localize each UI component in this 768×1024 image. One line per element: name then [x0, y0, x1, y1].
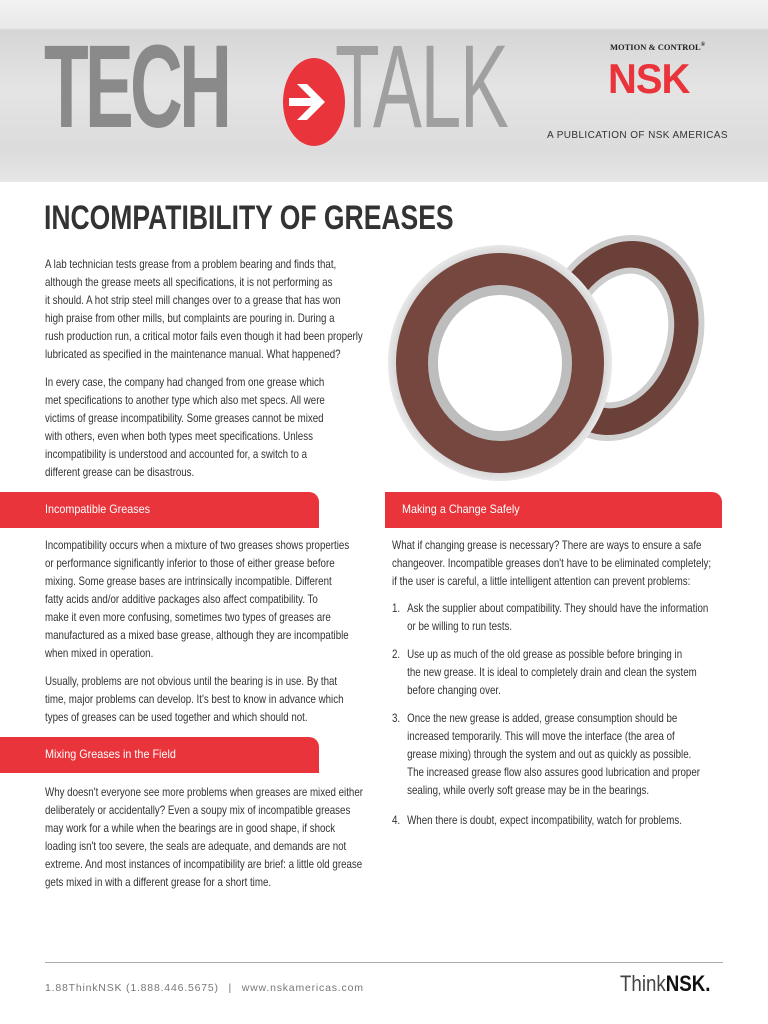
text-line: Use up as much of the old grease as possible before bringing in	[407, 648, 683, 661]
text-line: when mixed in operation.	[45, 647, 154, 660]
list-item	[392, 710, 700, 800]
text-line: extreme. And most instances of incompatibility are brief: a little old grease	[45, 858, 363, 871]
logo-tech: TECH	[44, 21, 229, 153]
text-line: before changing over.	[407, 684, 501, 697]
intro-text	[45, 256, 363, 482]
text-line: gets mixed in with a different grease for a short time.	[45, 876, 272, 889]
bearing-image	[385, 228, 715, 488]
footer-divider	[45, 962, 723, 963]
text-line: sealing, while overly soft grease may be in the bearings.	[407, 784, 650, 797]
logo-talk: TALK	[335, 21, 508, 153]
text-line: with others, even when both types meet specifications. Unless	[45, 430, 313, 443]
text-line: the new grease. It is ideal to completely drain and clean the system	[407, 666, 697, 679]
text-line: it should. A hot strip steel mill changes over to a grease that has won	[45, 294, 341, 307]
text-line: different grease can be disastrous.	[45, 466, 195, 479]
section-header-mixing-greases: Mixing Greases in the Field	[0, 737, 319, 773]
text-line: What if changing grease is necessary? There are ways to ensure a safe	[392, 539, 702, 552]
footer-phone[interactable]: 1.88ThinkNSK (1.888.446.5675)	[45, 982, 219, 994]
footer-contact	[45, 982, 364, 995]
text-line: or be willing to run tests.	[407, 620, 513, 633]
text-line: victims of grease incompatibility. Some greases cannot be mixed	[45, 412, 324, 425]
text-line: increased temporarily. This will move the interface (the area of	[407, 730, 675, 743]
text-line: fatty acids and/or additive packages also affect compatibility. To	[45, 593, 318, 606]
nsk-logo: NSK	[608, 55, 690, 102]
text-line: rush production run, a critical motor fails even though it had been properly	[45, 330, 363, 343]
section-header-making-a-change: Making a Change Safely	[385, 492, 722, 528]
text-line: types of greases can be used together and which should not.	[45, 711, 308, 724]
text-line: high praise from other mills, but complaints are pouring in. During a	[45, 312, 335, 325]
text-line: Usually, problems are not obvious until the bearing is in use. By that	[45, 675, 338, 688]
text-line: Once the new grease is added, grease consumption should be	[407, 712, 678, 725]
list-item	[392, 812, 682, 830]
text-line: The increased grease flow also assures good lubrication and proper	[407, 766, 701, 779]
text-line: Incompatibility occurs when a mixture of two greases shows properties	[45, 539, 350, 552]
text-line: Why doesn't everyone see more problems when greases are mixed either	[45, 786, 363, 799]
text-line: may work for a while when the bearings are in good shape, if shock	[45, 822, 336, 835]
text-line: manufactured as a mixed base grease, although they are incompatible	[45, 629, 349, 642]
text-line: make it even more confusing, sometimes two types of greases are	[45, 611, 331, 624]
text-line: time, major problems can develop. It's best to know in advance which	[45, 693, 344, 706]
text-line: When there is doubt, expect incompatibility, watch for problems.	[407, 814, 682, 827]
section-header-incompatible-greases: Incompatible Greases	[0, 492, 319, 528]
text-line: deliberately or accidentally? Even a soupy mix of incompatible greases	[45, 804, 351, 817]
text-line: met specifications to another type which also met specs. All were	[45, 394, 325, 407]
page-title: INCOMPATIBILITY OF GREASES	[44, 199, 454, 237]
list-item	[392, 646, 697, 700]
publication-line: A PUBLICATION OF NSK AMERICAS	[547, 130, 728, 141]
text-line: lubricated as specified in the maintenance manual. What happened?	[45, 348, 341, 361]
text-line: changeover. Incompatible greases don't have to be eliminated completely;	[392, 557, 712, 570]
text-line: loading isn't too severe, the seals are adequate, and demands are not	[45, 840, 347, 853]
footer-separator: |	[228, 982, 233, 994]
mixing-greases-text	[45, 784, 363, 892]
footer-website-link[interactable]: www.nskamericas.com	[241, 982, 364, 994]
list-number: 4.	[392, 814, 401, 827]
text-line: although the grease meets all specifications, it is not performing as	[45, 276, 333, 289]
list-number: 1.	[392, 602, 401, 615]
making-change-text	[392, 537, 711, 591]
text-line: mixing. Some grease bases are intrinsically incompatible. Different	[45, 575, 332, 588]
masthead	[0, 0, 768, 182]
list-number: 2.	[392, 648, 401, 661]
text-line: grease mixing) through the system and out as quickly as possible.	[407, 748, 692, 761]
incompatible-greases-text	[45, 537, 349, 727]
brand-tagline: MOTION & CONTROL®	[610, 42, 706, 52]
list-number: 3.	[392, 712, 401, 725]
text-line: incompatibility is understood and accounted for, a switch to a	[45, 448, 308, 461]
think-nsk-logo: ThinkNSK.	[620, 971, 711, 996]
text-line: or performance significantly inferior to those of either grease before	[45, 557, 335, 570]
text-line: In every case, the company had changed from one grease which	[45, 376, 325, 389]
text-line: if the user is careful, a little intelligent attention can prevent problems:	[392, 575, 691, 588]
text-line: A lab technician tests grease from a problem bearing and finds that,	[45, 258, 337, 271]
text-line: Ask the supplier about compatibility. They should have the information	[407, 602, 709, 615]
list-item	[392, 600, 708, 636]
